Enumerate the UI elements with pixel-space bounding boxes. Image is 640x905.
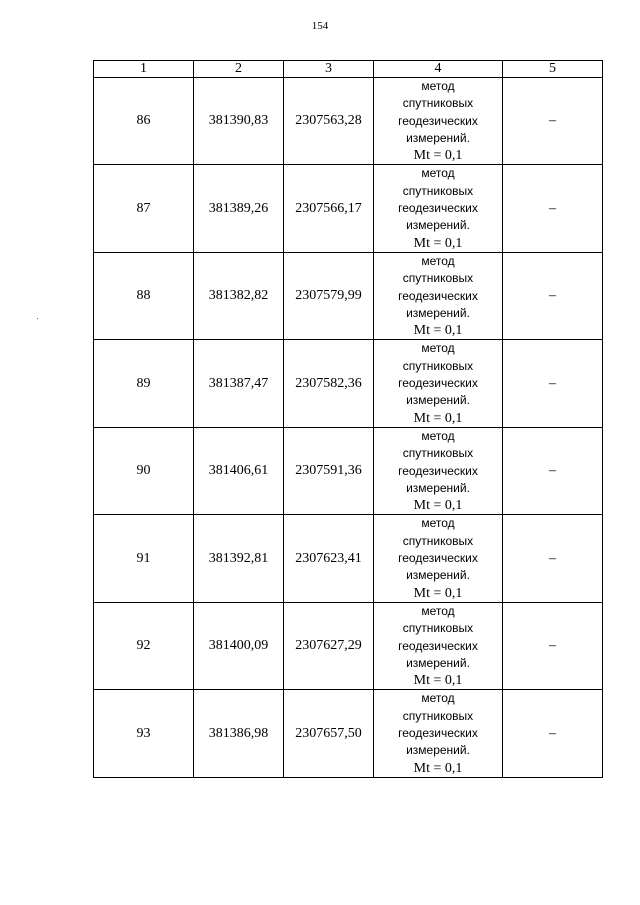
method-line: геодезических — [398, 638, 478, 653]
method-line: геодезических — [398, 376, 478, 391]
method-line: метод — [421, 166, 455, 181]
accuracy-value: Mt = 0,1 — [413, 148, 463, 164]
method-line: спутниковых — [402, 621, 474, 636]
method-cell — [374, 690, 503, 777]
x-coordinate-cell: 381400,09 — [194, 602, 284, 689]
method-cell — [374, 252, 503, 339]
method-line: спутниковых — [402, 96, 474, 111]
accuracy-value: Mt = 0,1 — [413, 498, 463, 514]
column-5-cell: – — [503, 427, 603, 514]
table-row — [94, 252, 603, 339]
method-line: измерений. — [406, 393, 470, 408]
method-line: геодезических — [398, 551, 478, 566]
column-5-cell: – — [503, 78, 603, 165]
point-number-cell: 89 — [94, 340, 194, 427]
y-coordinate-cell: 2307563,28 — [284, 78, 374, 165]
method-line: спутниковых — [402, 708, 474, 723]
method-cell — [374, 165, 503, 252]
x-coordinate-cell: 381390,83 — [194, 78, 284, 165]
method-cell — [374, 427, 503, 514]
method-cell — [374, 515, 503, 602]
y-coordinate-cell: 2307566,17 — [284, 165, 374, 252]
method-line: спутниковых — [402, 358, 474, 373]
y-coordinate-cell: 2307579,99 — [284, 252, 374, 339]
method-line: спутниковых — [402, 446, 474, 461]
method-line: измерений. — [406, 480, 470, 495]
point-number-cell: 86 — [94, 78, 194, 165]
method-line: метод — [421, 428, 455, 443]
table-row — [94, 515, 603, 602]
point-number-cell: 93 — [94, 690, 194, 777]
y-coordinate-cell: 2307623,41 — [284, 515, 374, 602]
header-col-3: 3 — [284, 61, 374, 78]
method-line: метод — [421, 341, 455, 356]
table-row — [94, 78, 603, 165]
accuracy-value: Mt = 0,1 — [413, 323, 463, 339]
method-line: спутниковых — [402, 183, 474, 198]
y-coordinate-cell: 2307582,36 — [284, 340, 374, 427]
point-number-cell: 88 — [94, 252, 194, 339]
column-5-cell: – — [503, 515, 603, 602]
table-row — [94, 602, 603, 689]
accuracy-value: Mt = 0,1 — [413, 760, 463, 776]
method-line: геодезических — [398, 463, 478, 478]
method-line: геодезических — [398, 725, 478, 740]
table-row — [94, 427, 603, 514]
method-line: геодезических — [398, 113, 478, 128]
table-row — [94, 690, 603, 777]
header-col-5: 5 — [503, 61, 603, 78]
method-line: метод — [421, 79, 455, 93]
accuracy-value: Mt = 0,1 — [413, 585, 463, 601]
scan-speck — [37, 318, 38, 319]
method-line: измерений. — [406, 218, 470, 233]
method-line: метод — [421, 516, 455, 531]
y-coordinate-cell: 2307657,50 — [284, 690, 374, 777]
point-number-cell: 91 — [94, 515, 194, 602]
accuracy-value: Mt = 0,1 — [413, 410, 463, 426]
page-number: 154 — [311, 20, 329, 32]
method-cell — [374, 602, 503, 689]
method-line: измерений. — [406, 305, 470, 320]
x-coordinate-cell: 381389,26 — [194, 165, 284, 252]
column-5-cell: – — [503, 602, 603, 689]
y-coordinate-cell: 2307591,36 — [284, 427, 374, 514]
x-coordinate-cell: 381406,61 — [194, 427, 284, 514]
method-line: измерений. — [406, 655, 470, 670]
y-coordinate-cell: 2307627,29 — [284, 602, 374, 689]
method-line: спутниковых — [402, 533, 474, 548]
method-line: геодезических — [398, 288, 478, 303]
x-coordinate-cell: 381387,47 — [194, 340, 284, 427]
header-col-4: 4 — [374, 61, 503, 78]
method-line: геодезических — [398, 201, 478, 216]
method-line: измерений. — [406, 568, 470, 583]
column-5-cell: – — [503, 690, 603, 777]
point-number-cell: 87 — [94, 165, 194, 252]
x-coordinate-cell: 381392,81 — [194, 515, 284, 602]
accuracy-value: Mt = 0,1 — [413, 673, 463, 689]
table-row — [94, 165, 603, 252]
header-col-1: 1 — [94, 61, 194, 78]
coordinates-table — [93, 60, 603, 778]
method-line: метод — [421, 603, 455, 618]
method-cell — [374, 78, 503, 165]
x-coordinate-cell: 381386,98 — [194, 690, 284, 777]
table-row — [94, 340, 603, 427]
accuracy-value: Mt = 0,1 — [413, 235, 463, 251]
point-number-cell: 90 — [94, 427, 194, 514]
column-5-cell: – — [503, 340, 603, 427]
point-number-cell: 92 — [94, 602, 194, 689]
method-line: спутниковых — [402, 271, 474, 286]
method-line: измерений. — [406, 743, 470, 758]
method-line: метод — [421, 691, 455, 706]
header-col-2: 2 — [194, 61, 284, 78]
method-line: метод — [421, 253, 455, 268]
method-cell — [374, 340, 503, 427]
table-header-row — [94, 61, 603, 78]
x-coordinate-cell: 381382,82 — [194, 252, 284, 339]
column-5-cell: – — [503, 252, 603, 339]
column-5-cell: – — [503, 165, 603, 252]
method-line: измерений. — [406, 130, 470, 145]
